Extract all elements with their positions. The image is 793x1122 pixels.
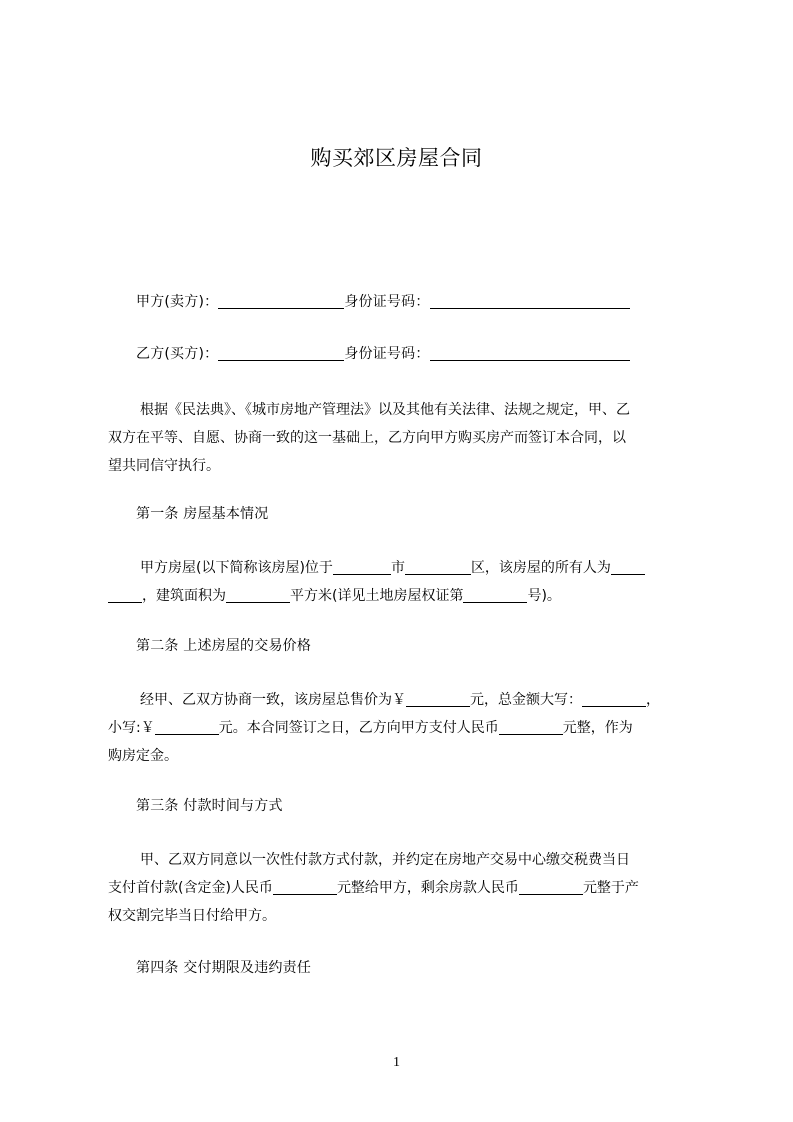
article2-text: 元。本合同签订之日，乙方向甲方支付人民币 [218, 720, 499, 736]
article3-text: 元整给甲方，剩余房款人民币 [336, 880, 519, 896]
party-a-line [136, 288, 736, 316]
party-a-id-blank [430, 292, 630, 309]
owner-blank [611, 558, 645, 575]
article2-line [108, 714, 708, 742]
party-b-label: 乙方(买方)： [136, 346, 219, 362]
article2-text: 元整，作为 [562, 720, 633, 736]
page-number: 1 [393, 1055, 400, 1070]
down-payment-blank [273, 878, 337, 895]
certificate-number-blank [463, 586, 527, 603]
article4-heading: 第四条 交付期限及违约责任 [136, 960, 312, 976]
preamble-line: 望共同信守执行。 [108, 458, 220, 474]
amount-figures-blank [155, 718, 219, 735]
article1-heading: 第一条 房屋基本情况 [136, 506, 269, 522]
remaining-payment-blank [519, 878, 583, 895]
article3-text: 支付首付款(含定金)人民币 [108, 880, 273, 896]
preamble-line: 双方在平等、自愿、协商一致的这一基础上，乙方向甲方购买房产而签订本合同，以 [108, 430, 626, 446]
article3-line: 权交割完毕当日付给甲方。 [108, 908, 276, 924]
article2-paragraph [108, 686, 708, 770]
article1-text: 甲方房屋(以下简称该房屋)位于 [140, 560, 333, 576]
article1-paragraph [108, 554, 708, 610]
article1-line [108, 554, 708, 582]
total-price-blank [406, 690, 470, 707]
article2-text: 经甲、乙双方协商一致，该房屋总售价为￥ [140, 692, 406, 708]
article2-text: 小写:￥ [108, 720, 155, 736]
total-amount-words-blank [582, 690, 646, 707]
article1-text: 市 [390, 560, 405, 576]
preamble-paragraph [108, 396, 708, 480]
party-a-name-blank [218, 292, 344, 309]
article1-text: 号)。 [527, 588, 561, 604]
owner-blank-cont [108, 586, 142, 603]
party-a-label: 甲方(卖方)： [136, 294, 219, 310]
article3-heading: 第三条 付款时间与方式 [136, 798, 283, 814]
deposit-blank [499, 718, 563, 735]
district-blank [405, 558, 471, 575]
article1-text: 区，该房屋的所有人为 [470, 560, 611, 576]
article1-line [108, 582, 708, 610]
article3-line: 甲、乙双方同意以一次性付款方式付款，并约定在房地产交易中心缴交税费当日 [140, 852, 630, 868]
party-b-id-label: 身份证号码： [344, 346, 430, 362]
document-title: 购买郊区房屋合同 [310, 146, 483, 170]
city-blank [333, 558, 391, 575]
article1-text: ，建筑面积为 [142, 588, 226, 604]
article2-line: 购房定金。 [108, 748, 178, 764]
article3-text: 元整于产 [582, 880, 639, 896]
article2-heading: 第二条 上述房屋的交易价格 [136, 638, 312, 654]
article2-text: ， [646, 692, 660, 708]
article2-line [108, 686, 708, 714]
party-a-id-label: 身份证号码： [344, 294, 430, 310]
article3-line [108, 874, 708, 902]
article2-text: 元，总金额大写： [470, 692, 582, 708]
party-b-line [136, 340, 736, 368]
party-b-name-blank [218, 344, 344, 361]
area-blank [226, 586, 290, 603]
party-b-id-blank [430, 344, 630, 361]
article3-paragraph [108, 846, 708, 930]
preamble-line: 根据《民法典》、《城市房地产管理法》以及其他有关法律、法规之规定，甲、乙 [140, 402, 630, 418]
article1-text: 平方米(详见土地房屋权证第 [290, 588, 464, 604]
